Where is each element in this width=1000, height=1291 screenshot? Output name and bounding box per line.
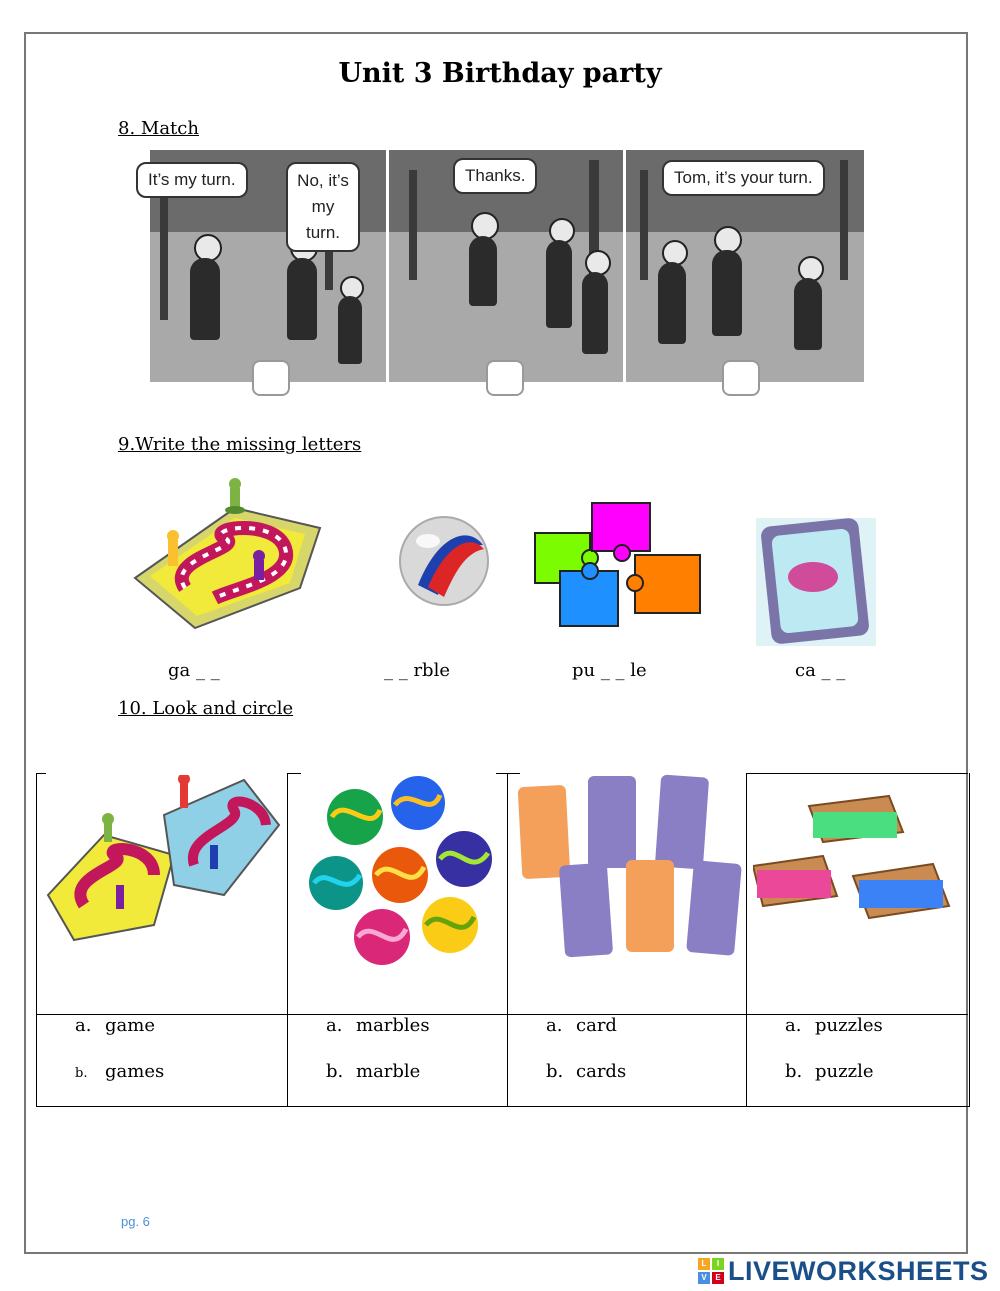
table-column-divider [746, 773, 747, 1106]
cards-image [514, 772, 742, 977]
option-b-games[interactable]: b. games [75, 1061, 165, 1082]
board-game-image [125, 478, 325, 638]
word-puzzle-blank: pu _ _ le [572, 660, 647, 681]
match-answer-box-3[interactable] [722, 360, 760, 396]
option-a-game[interactable]: a. game [75, 1015, 155, 1036]
table-column-divider [287, 773, 288, 1106]
word-games-blank: ga _ _ [168, 660, 220, 681]
section-match-heading: 8. Match [118, 118, 199, 139]
option-a-puzzles[interactable]: a. puzzles [785, 1015, 883, 1036]
puzzles-image [753, 776, 965, 936]
match-answer-box-2[interactable] [486, 360, 524, 396]
marble-image [398, 515, 490, 607]
page-number: pg. 6 [121, 1214, 150, 1229]
page-title: Unit 3 Birthday party [338, 58, 662, 89]
option-b-marble[interactable]: b. marble [326, 1061, 421, 1082]
word-card-blank: ca _ _ [795, 660, 846, 681]
section-look-circle-heading: 10. Look and circle [118, 698, 294, 719]
section-missing-letters-heading: 9.Write the missing letters [118, 434, 362, 455]
liveworksheets-brand-text: LIVEWORKSHEETS [728, 1255, 989, 1286]
option-a-marbles[interactable]: a. marbles [326, 1015, 430, 1036]
puzzle-pieces-image [530, 493, 710, 643]
fish-icon [788, 562, 838, 592]
board-games-image [44, 775, 282, 955]
speech-bubble-1: It’s my turn. [136, 162, 248, 198]
comic-strip [150, 150, 864, 382]
option-b-puzzle[interactable]: b. puzzle [785, 1061, 874, 1082]
liveworksheets-logo[interactable] [698, 1256, 989, 1286]
marbles-image [300, 775, 500, 970]
liveworksheets-logo-icon: L I V E [698, 1258, 724, 1284]
option-a-card[interactable]: a. card [546, 1015, 617, 1036]
option-b-cards[interactable]: b. cards [546, 1061, 627, 1082]
word-marble-blank: _ _ rble [384, 660, 450, 681]
speech-bubble-2: No, it’s my turn. [286, 162, 360, 252]
card-image [756, 518, 876, 646]
speech-bubble-3: Thanks. [453, 158, 537, 194]
table-column-divider [507, 773, 508, 1106]
speech-bubble-4: Tom, it’s your turn. [662, 160, 825, 196]
match-answer-box-1[interactable] [252, 360, 290, 396]
